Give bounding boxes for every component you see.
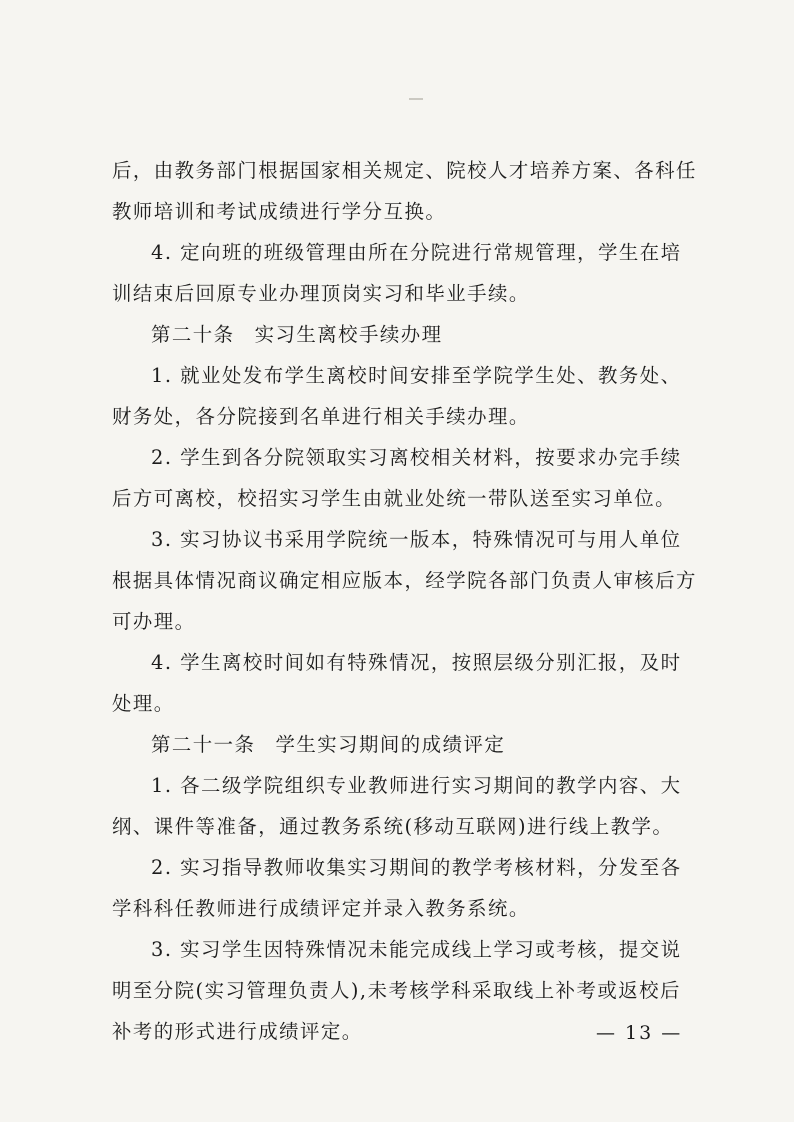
text-line: 训结束后回原专业办理顶岗实习和毕业手续。 — [112, 282, 530, 305]
text-line: 补考的形式进行成绩评定。 — [112, 1020, 363, 1043]
article-20-heading — [112, 314, 692, 355]
text-line: 可办理。 — [112, 610, 196, 633]
article-20-item-3 — [112, 519, 697, 642]
article-21-item-1 — [112, 765, 692, 847]
article-21-heading — [112, 724, 692, 765]
text-line: 1. 各二级学院组织专业教师进行实习期间的教学内容、大 — [151, 774, 682, 797]
article-20-item-2 — [112, 437, 692, 519]
paragraph-continuation — [112, 150, 697, 232]
paragraph-item-4 — [112, 232, 692, 314]
article-title: 实习生离校手续办理 — [254, 323, 443, 346]
document-body — [112, 150, 697, 1052]
article-20-item-4 — [112, 642, 692, 724]
text-line: 4. 学生离校时间如有特殊情况，按照层级分别汇报，及时 — [151, 651, 682, 674]
text-line: 明至分院(实习管理负责人),未考核学科采取线上补考或返校后 — [112, 979, 681, 1002]
article-21-item-2 — [112, 847, 692, 929]
text-line: 后方可离校，校招实习学生由就业处统一带队送至实习单位。 — [112, 487, 677, 510]
text-line: 2. 学生到各分院领取实习离校相关材料，按要求办完手续 — [151, 446, 682, 469]
text-line: 3. 实习协议书采用学院统一版本，特殊情况可与用人单位 — [151, 528, 682, 551]
text-line: 后，由教务部门根据国家相关规定、院校人才培养方案、各科任 — [112, 159, 697, 182]
article-number: 第二十一条 — [151, 733, 256, 756]
text-line: 2. 实习指导教师收集实习期间的教学考核材料，分发至各 — [151, 856, 682, 879]
article-number: 第二十条 — [151, 323, 235, 346]
text-line: 1. 就业处发布学生离校时间安排至学院学生处、教务处、 — [151, 364, 682, 387]
text-line: 纲、课件等准备，通过教务系统(移动互联网)进行线上教学。 — [112, 815, 674, 838]
text-line: 教师培训和考试成绩进行学分互换。 — [112, 200, 447, 223]
text-line: 财务处，各分院接到名单进行相关手续办理。 — [112, 405, 530, 428]
text-line: 4. 定向班的班级管理由所在分院进行常规管理，学生在培 — [151, 241, 682, 264]
top-scan-mark — [409, 98, 423, 100]
article-20-item-1 — [112, 355, 692, 437]
text-line: 学科科任教师进行成绩评定并录入教务系统。 — [112, 897, 530, 920]
article-title: 学生实习期间的成绩评定 — [275, 733, 506, 756]
page-number: — 13 — — [596, 1022, 683, 1044]
text-line: 处理。 — [112, 692, 175, 715]
text-line: 根据具体情况商议确定相应版本，经学院各部门负责人审核后方 — [112, 569, 697, 592]
text-line: 3. 实习学生因特殊情况未能完成线上学习或考核，提交说 — [151, 938, 682, 961]
